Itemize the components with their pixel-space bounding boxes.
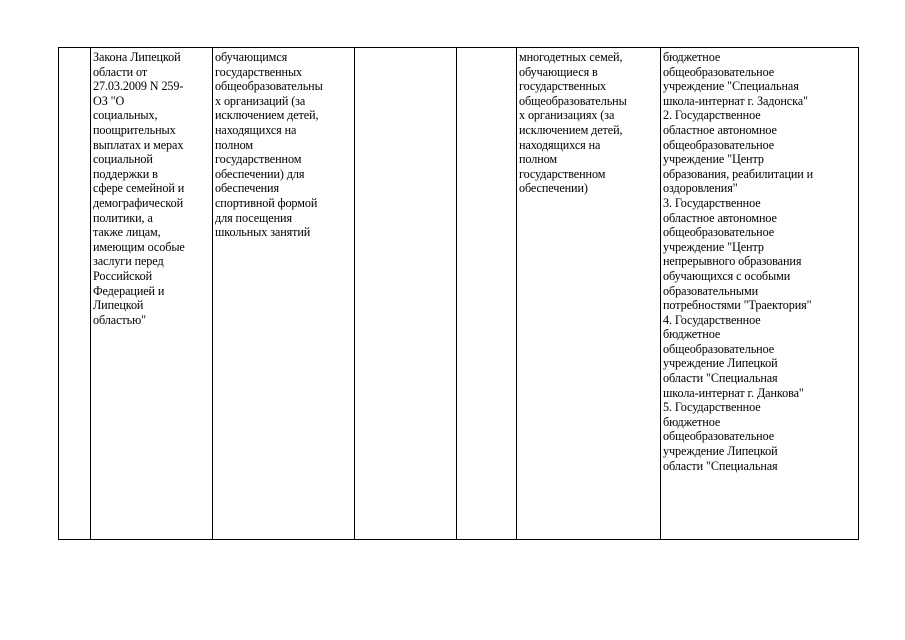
table-cell-purpose: обучающимся государственных общеобразовательны х организаций (за исключением детей, находящихся на полном государственном обеспечении) для обеспечения спортивной формой для посещения школьных занятий xyxy=(213,48,355,540)
table-row xyxy=(59,48,859,540)
document-table xyxy=(58,47,859,540)
table-cell-empty-2 xyxy=(457,48,517,540)
table-cell-legal-basis: Закона Липецкой области от 27.03.2009 N 259- ОЗ "О социальных, поощрительных выплатах и мерах социальной поддержки в сфере семейной и демографической политики, а также лицам, имеющим особые заслуги перед Российской Федерацией и Липецкой областью" xyxy=(91,48,213,540)
table-cell-recipients: многодетных семей, обучающиеся в государственных общеобразовательны х организациях (за исключением детей, находящихся на полном государственном обеспечении) xyxy=(517,48,661,540)
table-cell-empty-1 xyxy=(355,48,457,540)
table-cell-number xyxy=(59,48,91,540)
table-cell-institutions: бюджетное общеобразовательное учреждение "Специальная школа-интернат г. Задонска" 2. Государственное областное автономное общеобразовательное учреждение "Центр образования, реабилитации и оздоровления" 3. Государственное областное автономное общеобразовательное учреждение "Центр непрерывного образования обучающихся с особыми образовательными потребностями "Траектория" 4. Государственное бюджетное общеобразовательное учреждение Липецкой области "Специальная школа-интернат г. Данкова" 5. Государственное бюджетное общеобразовательное учреждение Липецкой области "Специальная xyxy=(661,48,859,540)
